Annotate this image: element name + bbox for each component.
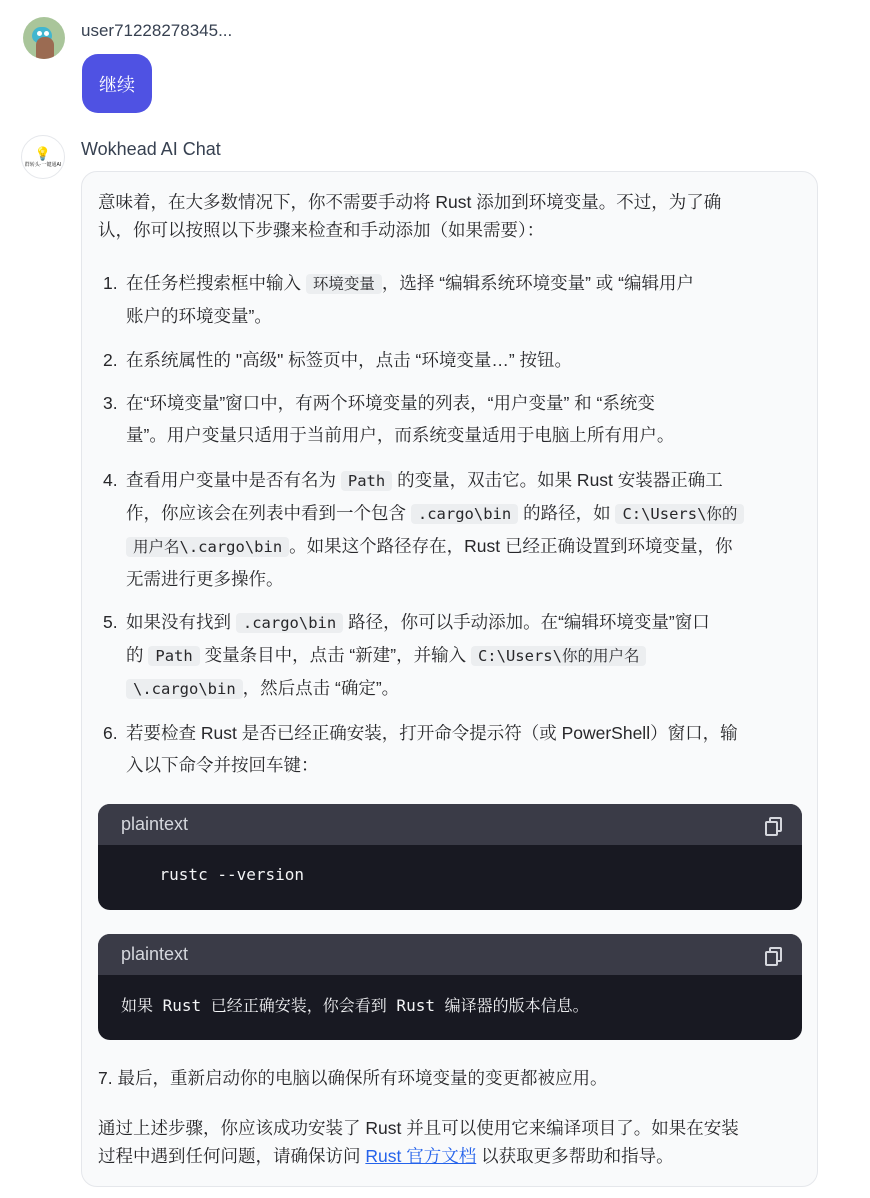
user-name: user71228278345... [81,21,233,40]
bot-avatar [21,135,65,179]
lightbulb-icon: 💡 [34,145,52,161]
rust-docs-link[interactable]: Rust 官方文档 [365,1146,477,1166]
step-2: 2. 在系统属性的 "高级" 标签页中，点击 “环境变量…” 按钮。 [103,350,573,370]
code-block-1 [98,804,802,910]
intro-line-1: 意味着，在大多数情况下，你不需要手动将 Rust 添加到环境变量。不过，为了确 [98,192,722,212]
outro-line-2: 过程中遇到任何问题，请确保访问 Rust 官方文档 以获取更多帮助和指导。 [98,1146,674,1166]
intro-line-2: 认，你可以按照以下步骤来检查和手动添加（如果需要）： [98,220,545,240]
bot-avatar-text: 群转头·一键通AI [24,161,62,168]
code-content: rustc --version [121,865,305,884]
step-1: 1. 在任务栏搜索框中输入 环境变量 ，选择 “编辑系统环境变量” 或 “编辑用户 账户的环境变量”。 [107,267,797,332]
copy-icon[interactable] [765,817,779,833]
step-6: 6. 若要检查 Rust 是否已经正确安装，打开命令提示符（或 PowerShell）窗口，输 入以下命令并按回车键： [103,723,738,775]
step-3: 3. 在“环境变量”窗口中，有两个环境变量的列表，“用户变量” 和 “系统变 量”。用户变量只适用于当前用户，而系统变量适用于电脑上所有用户。 [103,393,675,445]
code-language: plaintext [121,944,189,964]
user-message-bubble: 继续 [82,54,152,113]
user-avatar [23,17,65,59]
bot-name: Wokhead AI Chat [81,139,221,159]
copy-icon[interactable] [765,947,779,963]
code-content: 如果 Rust 已经正确安装，你会看到 Rust 编译器的版本信息。 [121,996,589,1015]
code-language: plaintext [121,814,189,834]
step-number: 1. [103,273,118,293]
outro-line-1: 通过上述步骤，你应该成功安装了 Rust 并且可以使用它来编译项目了。如果在安装 [98,1118,739,1138]
inline-code: 环境变量 [306,274,382,294]
step-7: 7. 最后，重新启动你的电脑以确保所有环境变量的变更都被应用。 [98,1068,608,1088]
step-5: 5. 如果没有找到 .cargo\bin 路径，你可以手动添加。在“编辑环境变量”窗口 的 Path 变量条目中，点击 “新建”，并输入 C:\Users\你的用户名 \.cargo\bin ，然后点击 “确定”。 [103,612,710,698]
step-4: 4. 查看用户变量中是否有名为 Path 的变量，双击它。如果 Rust 安装器正确工 作，你应该会在列表中看到一个包含 .cargo\bin 的路径，如 C:\Users\你的 用户名\.cargo\bin 。如果这个路径存在，Rust 已经正确设置到环境变量，你 无需进行更多操作。 [107,464,797,595]
code-block-2 [98,934,802,1040]
